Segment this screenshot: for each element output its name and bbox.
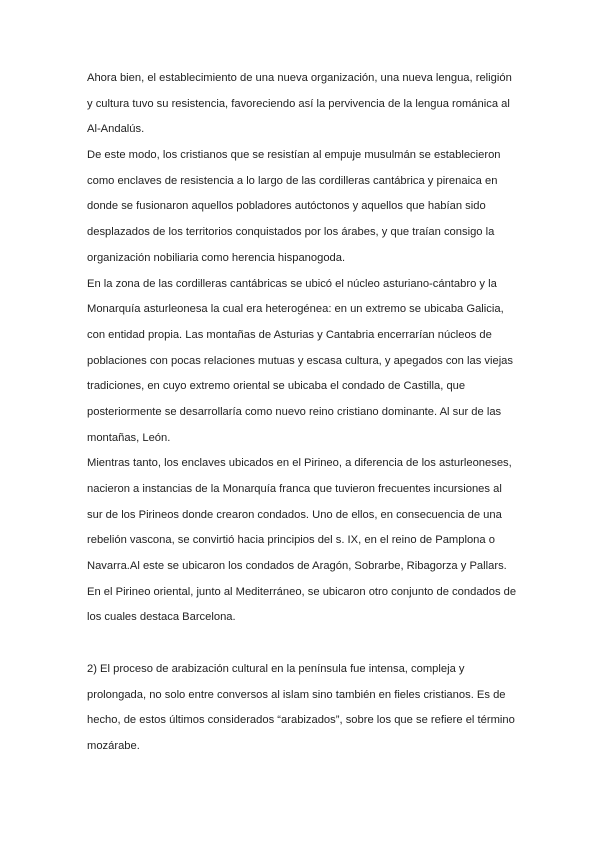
text-line: desplazados de los territorios conquistados por los árabes, y que traían consigo la: [87, 226, 495, 239]
text-line: donde se fusionaron aquellos pobladores autóctonos y aquellos que habían sido: [87, 200, 486, 213]
text-line: Ahora bien, el establecimiento de una nueva organización, una nueva lengua, religión: [87, 72, 512, 84]
text-line: posteriormente se desarrollaría como nuevo reino cristiano dominante. Al sur de las: [87, 405, 502, 418]
text-line: Al-Andalús.: [87, 123, 145, 136]
text-line: organización nobiliaria como herencia hispanogoda.: [87, 251, 346, 264]
text-line: prolongada, no solo entre conversos al islam sino también en fieles cristianos. Es de: [87, 688, 506, 701]
text-line: Navarra.Al este se ubicaron los condados de Aragón, Sobrarbe, Ribagorza y Pallars.: [87, 560, 507, 573]
text-line: mozárabe.: [87, 739, 140, 752]
paragraph-cantabricas: [87, 272, 519, 452]
text-line: rebelión vascona, se convirtió hacia principios del s. IX, en el reino de Pamplona o: [87, 534, 495, 547]
text-line: y cultura tuvo su resistencia, favoreciendo así la pervivencia de la lengua románica al: [87, 97, 510, 110]
text-line: 2) El proceso de arabización cultural en la península fue intensa, compleja y: [87, 662, 465, 675]
text-line: con entidad propia. Las montañas de Asturias y Cantabria encerrarían núcleos de: [87, 328, 492, 341]
text-line: montañas, León.: [87, 431, 171, 444]
text-line: En la zona de las cordilleras cantábricas se ubicó el núcleo asturiano-cántabro y la: [87, 277, 497, 290]
document-body: [87, 66, 519, 760]
paragraph-cristianos: [87, 143, 519, 271]
text-line: nacieron a instancias de la Monarquía franca que tuvieron frecuentes incursiones al: [87, 483, 502, 495]
text-line: sur de los Pirineos donde crearon condados. Uno de ellos, en consecuencia de una: [87, 508, 502, 521]
paragraph-arabizacion: [87, 657, 519, 760]
paragraph-intro: [87, 66, 519, 143]
text-line: Monarquía asturleonesa la cual era heterogénea: en un extremo se ubicaba Galicia,: [87, 303, 504, 316]
paragraph-spacer: [87, 631, 519, 657]
text-line: poblaciones con pocas relaciones mutuas y escasa cultura, y apegados con las viejas: [87, 354, 513, 367]
text-line: como enclaves de resistencia a lo largo de las cordilleras cantábrica y pirenaica en: [87, 174, 498, 187]
text-line: En el Pirineo oriental, junto al Mediterráneo, se ubicaron otro conjunto de condados de: [87, 585, 517, 598]
text-line: tradiciones, en cuyo extremo oriental se ubicaba el condado de Castilla, que: [87, 380, 466, 393]
text-line: Mientras tanto, los enclaves ubicados en el Pirineo, a diferencia de los asturleoneses,: [87, 457, 512, 470]
paragraph-pirineo: [87, 451, 519, 631]
text-line: hecho, de estos últimos considerados “arabizados”, sobre los que se refiere el término: [87, 714, 515, 727]
text-line: los cuales destaca Barcelona.: [87, 611, 236, 624]
text-line: De este modo, los cristianos que se resistían al empuje musulmán se establecieron: [87, 149, 501, 162]
